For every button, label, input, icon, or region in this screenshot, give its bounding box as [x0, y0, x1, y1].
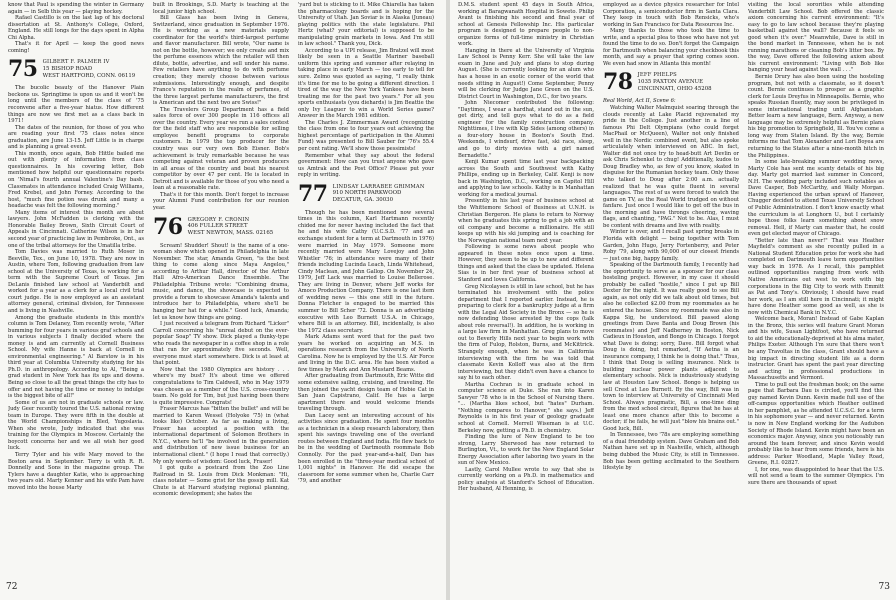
class-year: 75 — [8, 56, 38, 83]
paragraph: Remember what they say about the federal government: How can you trust anyone who gave us Amtrak and the Post Office? Please put your reply in writing. — [298, 152, 434, 179]
paragraph: That's it for this month. Don't forget to increase your Alumni Fund contribution for our reunion year. — [153, 191, 289, 211]
right-column-1 — [458, 2, 594, 568]
paragraph: Lastly, Carol Mullee wrote to say that she is currently working on a Ph.D. in mathematics and policy analysis at Stanford's School of Education. Her husband, Al Henning, is — [458, 466, 594, 493]
secretary-address — [43, 58, 136, 79]
left-column-2 — [153, 2, 289, 568]
address-line: WEST NEWTON, MASS. 02165 — [187, 229, 274, 236]
paragraph: Fraser Marcus has "bitten the bullet" and will be married to Karen Wessel (Holyoke '75) in (what looks like) October. As far as making a living, Fraser has accepted a position with the international department of Solomon Brothers in N.Y.C., where he'll "be involved in the generation and distribution of new issue business for an international client." (I hope I read that correctly.) My only words of wisdom: Good luck, Fraser! — [153, 406, 289, 465]
paragraph: Bill Glass has been living in Geneva, Switzerland, since graduation in September 1976. He is working as a new materials supply coordinator for the world's third-largest perfume and flavor manufacturer. Bill wrote, "Our name is not on the bottle, however; we only create and mix the perfume essences which the retailer will then dilute, bottle, advertise, and sell under his name. Few retailers have anything to do with perfume creation; they merely choose between various submissions. Interestingly enough, and despite France's reputation in the realm of perfumes, of the three largest perfume manufacturers, the first is American and the next two are Swiss!" — [153, 15, 289, 107]
paragraph: That's it for April — keep the good news coming! — [8, 41, 144, 54]
paragraph: know that Paul is spending the winter in Germany again — in Selb this year — playing hockey. — [8, 2, 144, 15]
secretary-name: GREGORY F. CRONIN — [187, 216, 250, 223]
paragraph: Bernie Drury has also been using the hosteling program, but not with a classmate, so it doesn't count. Bernie continues to prosper as a graphic clerk for Louis Dreyfus in Minneapolis. Bernie, who speaks Russian fluently, may soon be privileged in some international trading until Afghanistan. Better learn a new language, Bern. Anyway, a new language may be extremely helpful as Bernie plans his big promotion to Springfield, Ill. You've come a long way from Staten Island. By the way, Bernie informs me that Tom Alexander and Lori Boyea are returning to the States after a nine-month hitch in the Philippines. — [748, 74, 884, 159]
page-number: 72 — [6, 582, 18, 592]
paragraph: According to a UPI release, Jim Bratzel will most likely be seen in a Seattle Mariner baseball uniform this spring and summer after relaying in taking place in early March — too early to tell for sure. Zelmo was quoted as saying, "I really think it's time for me to be going a different direction. I tired of the way the New York Yankees have been treating me for the past two years." For all you sports enthusiasts (you diehards) is Jim Beattie the only Ivy Leaguer to win a World Series game? Answer in the March 1981 edition. — [298, 47, 434, 120]
class-header-77 — [298, 180, 434, 207]
paragraph: Hanging in there at the University of Virginia Law School is Penny Kerr. She will take the law exam in June and July and plans to stop during August. (She is currently looking for an alum who has a house in an exotic corner of the world that needs sitting in August!) Come September, Penny will be clerking for Judge Jane Green on the U.S. District Court in Washington, D.C., for two years. — [458, 47, 594, 100]
paragraph: Time to pull out the freshman book; on the same page that Barbara Dau is circled, you'll find this guy named Kevin Dunn. Kevin made full use of the off-campus opportunities which Heather outlined in her pamphlet, as he attended U.C.S.C. for a term in his sophomore year — and never returned. Kevin is now in New England working for the Audubon Society of Rhode Island. Kevin might have been an economics major. Anyway, since you noticeably ran around the team forever, and since Kevin would probably like to hear from some friends, here is his address: Parker Woodland, Maple Valley Road, Greene, R.I. 02827. — [748, 381, 884, 467]
address-line: WEST HARTFORD, CONN. 06119 — [42, 72, 136, 79]
paragraph: The Charles J. Zimmerman Award (recognizing the class from one to four years out achieving the highest percentage of participation in the Alumni Fund) was presented to Bill Sauber for '76's 55.4 per cent rating. We'll show those pessimists! — [298, 119, 434, 153]
paragraph: Tom Davies was married to Ruth Moser in Beeville, Tex., on June 10, 1978. They are now in Austin, where Tom, following graduation from law school at the University of Texas, is working for a term with the Supreme Court of Texas. Jim DeLanis finished law school at Vanderbilt and worked for a year as a clerk for a local civil trial court judge. He is now employed as an assistant attorney general, criminal division, for Tennessee and is living in Nashville. — [8, 249, 144, 314]
paragraph: Mark Adams sent word that for the past two years he worked on acquiring an M.S. in operations research from the University of North Carolina. Now he is employed by the U.S. Air Force and living in the D.C. area. He has been visited a few times by Mark and Ann Mustard Beams. — [298, 334, 434, 373]
paragraph: D.M.S. student spent 45 days in South Africa, working at Baragwanath Hospital in Soweto. Philip Avant is finishing his second and final year of school at Genesis Fellowship Inc. His particular program is designed to prepare people to non-organize forms of full-time ministry in Christian work. — [458, 2, 594, 48]
right-column-3 — [748, 2, 884, 568]
paragraph: Presently in his last year of business school at the Whittemore School of Business at U.N.H. is Christian Bergeron. He plans to return to Norway when he graduates this spring to get a job with an oil company and become a millionaire. He still keeps up with his ski jumping and is coaching for the Norwegian national team next year. — [458, 198, 594, 244]
paragraph: After graduating from Dartmouth, Eric Witte did some extensive sailing, cruising, and traveling. He then joined the yacht design team of Hobie Cat in San Juan Capistrano, Calif. He has a large apartment there and would welcome friends traveling through. — [298, 373, 434, 413]
paragraph: Kenji Kumar spent time last year backpacking across the South and Southwest with Kathy Phillips, ending up in Berkeley, Calif. Kenji is now back in Washington, D.C., working on Capitol Hill and applying to law schools. Kathy is in Manhattan working for a medical journal. — [458, 159, 594, 198]
paragraph: visiting the local sororities while attending Vanderbilt Law School. Bob offered the classic axiom concerning his current environment: "It's easy to go to law school because they're playing basketball against the wall? Because it feels so good when it's over." Meanwhile, Dave is still in the bond market in Tennessee, when he is not running marathons or cleaning Bob's litter box. By the way, Dave offered the following axiom about his current environment: "Living with Bob like banging your head against the wall . . ." — [748, 2, 884, 74]
paragraph: In Tennessee, two '78s are employing something of a dual friendship system. Dave Graham and Bob Nathan have set up in Nashville, which, although being dubbed the Music City, is still in Tennessee. Bob has been getting acclimated to the Southern lifestyle by — [603, 432, 739, 472]
page-number: 73 — [878, 582, 890, 592]
left-column-1 — [8, 2, 144, 568]
paragraph: John Niecomer contributed the following: "Daytimes, I wear a hardhat, stand out in the sun, get dirty, and tell guys what to do as a field engineer for the family construction company. Nighttimes, I live with Kip Sides (among others) in a four-story house in Boston's South End. Weekends, I windsurf, drive fast, ski race, sleep, and go to dirty movies with a girl named Bernadette." — [458, 100, 594, 159]
right-column-2 — [603, 2, 739, 568]
paragraph: Many items of interest this month are about lawyers. John McFadden is clerking with the Honorable Bailey Brown, Sixth Circuit Court of Appeals in Cincinnati. Catherine Wilson is in her second year of practicing law in Pembroke, Ont., as one of the tribal attorneys for the Umatilla tribe. — [8, 209, 144, 249]
class-year: 78 — [603, 69, 633, 96]
secretary-address — [638, 71, 712, 92]
paragraph: This month, once again, Bob Hittle bailed me out with plenty of information from class questionnaires. In his covering letter, Bob mentioned how helpful our questionnaire reports on 'Nimal's fourth annual Valentine's Day bash. Classmates in attendance included Craig Williams, Fred Krebel, and John Forney. According to the host, "much fine potion was drunk and many a headache was felt the following morning." — [8, 150, 144, 210]
paragraph: Real World, Act II, Scene 6: — [603, 98, 676, 105]
secretary-address — [188, 216, 274, 237]
paragraph: I got quite a postcard from the Zoo Line Railroad in St. Louis from Dick Monkman: "Hi, class notater — Some grist for the gossip mill. Kat Chute is at Harvard studying regional planning, economic development; she hates the — [153, 465, 289, 498]
address-line: 910 NORTH PARKWOOD — [332, 190, 402, 197]
secretary-address — [333, 183, 425, 204]
address-line: 15 BISHOP ROAD — [42, 65, 93, 72]
class-header-75 — [8, 56, 144, 83]
paragraph: Dan Lacey sent an interesting account of his activities since graduation. He spent four months as a technician in a sleep research laboratory, then spent his savings traveling one of the overland routes between England and India. He flew back to be in the wedding of Dartmouth roommate Bob Connolly. For the past year-and-a-half, Dan has been enrolled in the "three-year medical school of 1,001 nights" in Hanover. He did escape the classroom for some summer when he, Charlie Carr '79, and another — [298, 412, 434, 485]
paragraph: Watching Walter Malmquist soaring through the clouds recently at Lake Placid rejuvenated my pride in the College. Just another in a line of famous Phi Delt Olympians (who could forget MacPhail or McQueen), Walter not only finished well in the Nordic combined event, but also spoke articulately when interviewed on ABC. In fact, Walter did not once try to head-butt Art Devlin or ask Chris Schenkel to chug! Additionally, kudos to Doug Bradley who, as few of you know, skated in disguise for the Rumanian hockey team. Only those who talked to Doug after 2:00 a.m. actually realized that he was quite fluent in several languages. The rest of us were forced to watch the game on TV, as the Real World trudged on without fanfare. Just once I would like to get off the bus in the morning and have throngs cheering, waving flags, and chanting, "PAG." Not to be. Alas, I must be content with dreams and live with reality. — [603, 105, 739, 229]
paragraph: Many thanks to those who took the time to write, and a special plea to those who have not yet found the time to do so. Don't forget the Campaign for Dartmouth when balancing your checkbook this month, and say a prayer that spring comes soon. We even had snow in Atlanta this month! — [603, 28, 739, 67]
paragraph: I just received a telegram from Richard "Licker" Carroll concerning his "unreal debut on the ever-popular Soap" TV show. Dick played a flunky-type who reads the newspaper in a coffee shop in a role that ran for approximately five seconds. Well, everyone must start somewhere. Dick is at least at that point. — [153, 321, 289, 367]
paragraph: Though he has been mentioned now several times in this column, Karl Hartmann recently chided me for never having included the fact that he and his wife Cathy (U.C.S.D. '77 and an exchange student for a term at Dartmouth in 1976) were married in May 1979. Someone more recently married were Mary Lovejoy and John Whistler '76; in attendance were many of their friends including Lucinda Leach, Linda Whitehead, Cindy Maclean, and John Gallop. On November 24, 1979, Jeff Lack was married to Louise Bellerose. They are living in Denver, where Jeff works for Amoco Production Company. There is one last item of wedding news — this one still in the future. Donna Fletcher is engaged to be married this summer to Bill Scher '72. Donna is an advertising executive with Leo Burnett U.S.A. in Chicago, where Bill is an attorney. Bill, incidentally, is also the 1972 class secretary. — [298, 209, 434, 334]
paragraph: Greg Nicolaysen is still in law school, but he has terminated his involvement with the police department that I reported earlier. Instead, he is preparing to clerk for a bankruptcy judge at a firm with the Legal Aid Society in the Bronx — so he is now defending those arrested by the cops (talk about role reversal!). In addition, he is working in a large law firm in Manhattan. Greg plans to move out to Beverly Hills next year to begin work with the firm of Fulop, Rolston, Burns, and McKittrick. Strangely enough, when he was in California interviewing with the firm he was told that classmate Kevin Kolloff was also at the firm interviewing, but they didn't even have a chance to say hi to each other. — [458, 283, 594, 382]
class-year: 77 — [298, 180, 328, 207]
left-column-3 — [298, 2, 434, 568]
paragraph: Martha Cochran is in graduate school in computer science at Duke. She ran into Karen Sawyer '78 who is in the School of Nursing there. "... (Martha likes school, but "hates" Durham. "Nothing compares to Hanover," she says.) Jeff Reynolds is in his first year of geology graduate school at Cornell. Merrell Wiseman is at U.C. Berkeley now, getting a Ph.D. in chemistry. — [458, 381, 594, 434]
paragraph: Finding the lure of New England to be too strong, Larry Sherwood has now returned to Burlington, Vt., to work for the New England Solar Energy Association after laboring two years in the sun of New Mexico. — [458, 434, 594, 467]
paragraph: In some late-breaking summer wedding news, Marty Cole has sent me scanty details of his big day. Marty got married last summer in Concord, N.H. The wedding party included such notables as Dave Casper, Bob McCarthy, and Wally Morgan. Having experienced the urban sprawl of Hanover, Chugger decided to attend Texas University School of Public Administration. I don't know exactly what the curriculum is at Longhorn U., but I certainly hope those folks learn something about snow removal. Hell, if Marty can master that, he could even get elected mayor of Chicago. — [748, 159, 884, 238]
class-header-76 — [153, 213, 289, 240]
class-header-78 — [603, 69, 739, 96]
paragraph: Winter is over, and I recall past spring breaks in Florida with delight — being together with Tom Garden, John Hugo, Jerry Fortenberry, and Peter Roby '79, along with 90,000 of our closest friends — just one big, happy family. — [603, 229, 739, 262]
paragraph: Welcome back, Moran! Instead of Gabe Kaplan in the Bronx, this series will feature Grant Moran and his wife, Susan Lightfoot, who have returned to aid the educationally-deprived at his alma mater, Philips Exeter. Although I'm sure that there won't be any Travoltas in the class, Grant should have a big impact in directing student life as a dorm instructor. Grant has spent the past year directing and acting in professional productions in Massachusetts and Vermont. — [748, 316, 884, 382]
class-year: 76 — [153, 213, 183, 240]
paragraph: Among the graduate students in this month's column is Tom Delaney, Tom recently wrote, "After bumming for four years in various graf schools and in various subjects I finally decided where the money is and am currently at Cornell Business School. My wife Hanne is back at Cornell in environmental engineering." Al Barstow is in his third year at Columbia University studying for his Ph.D. in anthropology. According to Al, "Being a grad student in New York has its ups and downs. Being so close to all the great things the city has to offer and not having the time or money to indulge is the biggest bite of all!" — [8, 314, 144, 400]
address-line: 406 FULLER STREET — [187, 223, 248, 230]
secretary-name: LINDSAY LARRABEE GRIMMAN — [332, 183, 425, 190]
paragraph: Scream! Shudder! Shout! is the name of a one-woman show which opened in Philadelphia in late November. The star, Amanda Green, "is the best thing to come along since Maya Angelou," according to Arthur Hall, director of the Arthur Hall Afro-American Dance Ensemble. The Philadelphia Tribune wrote: "Combining drama, music, and dance, the showcase is expected to provide a forum to showcase Amanda's talents and introduce her to Philadelphia, where she'll be hanging her hat for a while." Good luck, Amanda; let us know how things are going. — [153, 242, 289, 321]
paragraph: The Travelers Group Department has a field sales force of over 300 people in 116 offices all over the country. Every year we run a sales contest for the field staff who are responsible for selling employee benefit programs to corporate customers. In 1979 the top producer for the country was our very own Bob Eisner. Bob's achievement is truly remarkable because he was competing against veteran and proven producers in all areas of the country and beat his nearest competitor by over 47 per cent. He is located in Detroit and is available for those of you who need a loan at a reasonable rate. — [153, 106, 289, 192]
paragraph: 'yard but is sticking to it. Mike Chiarella has taken the pharmacology boards and is hoping for the University of Utah. Jan Soviar is in Alaska (Juneau) playing politics with the state legislature. Phil Hertz (what? your editorial) is supposed to be manipulating grain markets in Iowa. And I'm still in law school." Thank you, Dick. — [298, 2, 434, 48]
paragraph: The dates of the reunion, for those of you who are reading your first '75 class notes since graduation, are June 13-15. Jeff Little is in charge and is planning a great event. — [8, 124, 144, 151]
paragraph: built in Brookings, S.D. Marty is teaching at the local junior high school. — [153, 2, 289, 15]
secretary-name: JEFF PHELPS — [637, 72, 677, 79]
paragraph: Some of us are not in graduate schools or law. Judy Geer recently toured the U.S. national rowing team in Europe. They were fifth in the double at the World Championships in Bled, Yugoslavia. When she wrote, Judy indicated that she was training for the Olympics in Moscow. Certainly the boycott concerns her and we all wish her good luck. — [8, 399, 144, 452]
address-line: DECATUR, GA. 30030 — [332, 196, 394, 203]
address-line: CINCINNATI, OHIO 45208 — [637, 85, 712, 92]
paragraph: The bucolic beauty of the Hanover Plain beckons us. Springtime is upon us and it won't be long until the members of the class of '75 reconvene after a five-year hiatus. How different things are now we first met as a class back in 1971! — [8, 85, 144, 125]
address-line: 1035 PAXTON AVENUE — [637, 79, 704, 86]
paragraph: I, for one, was disappointed to hear that the U.S. will not send a team to the summer Olympics. I'm sure there are thousands of upset — [748, 466, 884, 486]
secretary-name: GILBERT F. PALMER IV — [42, 59, 110, 66]
paragraph: Terry Tyler and his wife Mary moved to the Boston area in September. Terry is with R. R. Donnelly and Sons in the magazine group. The Tylers have a daughter Katie, who is approaching two years old. Marty Kenner and his wife Pam have moved into the house Marty — [8, 452, 144, 491]
paragraph: Now that the 1980 Olympics are history . . . where's my bust? It's about time we offered congratulations to Tim Caldwell, who in May 1979 was chosen as a member of the U.S. cross-country team. No gold for Tim, but just having been there is quite impressive. Congrats! — [153, 366, 289, 406]
paragraph: Rafael Castillo is on the last lap of his doctoral dissertation at St. Anthony's College, Oxford, England. He still longs for the days spent in Alpha Chi Alpha. — [8, 15, 144, 41]
left-page — [0, 0, 446, 600]
paragraph: employed as a device physics researcher for Intel Corporation, a semiconductor firm in Santa Clara. They keep in touch with Bob Rensicks, who's working in San Francisco for Data Resources Inc. — [603, 2, 739, 28]
paragraph: "Better late than never!" That was Heather Mayfield's comment as she recently pulled in a National Student Education prize for work she had completed on Dartmouth leave term opportunities way back in 1978. As I recall, this pamphlet outlined opportunities ranging from work with Native Americans out west to work with big corporations in the Big City to work with Emmitt as Pat and Tony's. Obviously, I should have read her work, as I am still here in Cincinnati; it might have done Heather some good as well, as she is now with Chemical Bank in N.Y.C. — [748, 237, 884, 316]
paragraph: Following is some news about people who appeared in these notes once upon a time. However, they seem to be up to new and different things and asked that the class be updated. Helena Sias is in her first year of business school at Stanford and loves California. — [458, 244, 594, 283]
paragraph: Speaking of the Dartmouth family, I recently had the opportunity to serve as a sponsor for our class hosteling project. However, in my case it should probably be called "hostile," since I put up Bill Dexter for the night. It was really good to see Bill again, as not only did we talk about old times, but also he collected $2.00 from my roommates as he entered the house. Since my roommate was also in Kappa Sig, he understood. Bill passed along greetings from Dave Banta and Doug Brown (his roommates) and Jeff Nadherney in Boston, Nick Cadieux in Houston, and Bongo in Chicago. I forgot what Dave is doing; sorry, Dave. Bill forgot what Doug is doing, but remarked, "If Aetna is an insurance company, I think he is doing that." Thus, I think that Doug is selling insurance. Nick is building nuclear power plants adjacent to elementary schools. Nick is industriously studying law at Houston Law School. Bongo is helping us sell Crest at Leo Burnett. By the way, Bill was in town to interview at University of Cincinnati Med School. Always pragmatic, Bill, a one-time ding from the med school circuit, figures that he has at least one more chance after this to become a doctor; if he fails, he will just "blow his brains out." Good luck, Bill. — [603, 262, 739, 432]
right-page — [450, 0, 896, 600]
